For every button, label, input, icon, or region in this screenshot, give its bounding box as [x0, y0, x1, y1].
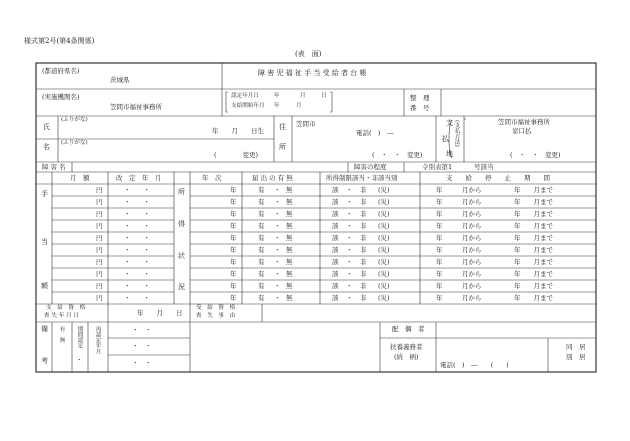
remarks-side-2: 考: [41, 357, 48, 365]
amount-unit: 円: [96, 258, 103, 266]
name-change: ( 変更): [214, 151, 259, 159]
dependent-yes: 有: [258, 246, 265, 254]
stop-to: 年 月まで: [514, 186, 553, 194]
dependent-yes: 有: [258, 234, 265, 242]
amount-unit: 円: [96, 198, 103, 206]
income-not-applicable: 非: [360, 282, 367, 290]
income-dot: ・: [346, 234, 353, 242]
income-applicable: 該: [332, 258, 339, 266]
supporter-label-1: 扶養義務者: [390, 343, 423, 351]
stop-from: 月から: [462, 294, 482, 302]
income-not-applicable: 非: [360, 234, 367, 242]
year-unit: 年: [230, 186, 237, 194]
income-not-applicable: 非: [360, 258, 367, 266]
loss-left-label-1: 支 給 資 格: [46, 305, 86, 311]
side-char-1: 手: [41, 190, 48, 198]
stop-to: 年 月まで: [514, 270, 553, 278]
dependent-no: 無: [286, 294, 293, 302]
income-dot: ・: [346, 282, 353, 290]
amount-unit: 円: [96, 282, 103, 290]
income-dot: ・: [346, 270, 353, 278]
loss-right-label-2: 喪 失 事 由: [196, 313, 236, 319]
birth-date: 年 月 日生: [212, 127, 264, 135]
stop-year: 年: [436, 282, 443, 290]
status-char-3: 状: [178, 252, 185, 260]
serial-label-1: 整 理: [410, 94, 430, 102]
remarks-col-3: 再認定年月: [94, 326, 101, 354]
dependent-yes: 有: [258, 294, 265, 302]
payment-change: ( ・ ・ 変更): [510, 151, 561, 159]
dependent-yes: 有: [258, 198, 265, 206]
dependent-dot: ・: [274, 294, 281, 302]
stop-to: 年 月まで: [514, 246, 553, 254]
stop-from: 月から: [462, 186, 482, 194]
income-applicable: 該: [332, 198, 339, 206]
stop-from: 月から: [462, 210, 482, 218]
address-value: 笠間市: [296, 120, 316, 128]
year-unit: 年: [230, 270, 237, 278]
income-dot: ・: [346, 198, 353, 206]
amount-unit: 円: [96, 222, 103, 230]
remarks-dot-row-2: ・ ・: [132, 342, 152, 350]
income-dot: ・: [346, 222, 353, 230]
disability-name-label: 障 害 名: [42, 163, 66, 171]
stop-to: 年 月まで: [514, 210, 553, 218]
cohabit-2: 別 居: [566, 353, 586, 361]
status-char-2: 得: [178, 220, 185, 228]
payment-side-1: 支: [446, 119, 453, 127]
dependent-dot: ・: [274, 198, 281, 206]
disability-table-label: 令別表第1: [422, 163, 453, 171]
stop-from: 月から: [462, 270, 482, 278]
stop-year: 年: [436, 210, 443, 218]
stop-year: 年: [436, 198, 443, 206]
cert-day: 日: [321, 93, 327, 99]
col-amount: 月 額: [70, 174, 90, 182]
income-applicable: 該: [332, 234, 339, 242]
stop-from: 月から: [462, 198, 482, 206]
stop-from: 月から: [462, 234, 482, 242]
dependent-no: 無: [286, 282, 293, 290]
year-unit: 年: [230, 234, 237, 242]
income-applicable: 該: [332, 282, 339, 290]
dependent-dot: ・: [274, 222, 281, 230]
side-char-2: 当: [41, 238, 48, 246]
revision-dots: ・ ・: [124, 210, 150, 218]
revision-dots: ・ ・: [124, 258, 150, 266]
income-applicable: 該: [332, 294, 339, 302]
address-label-1: 住: [279, 123, 286, 131]
year-unit: 年: [230, 258, 237, 266]
dependent-dot: ・: [274, 258, 281, 266]
income-disaster: (災): [378, 186, 390, 194]
income-not-applicable: 非: [360, 186, 367, 194]
year-unit: 年: [230, 294, 237, 302]
revision-dots: ・ ・: [124, 246, 150, 254]
stop-from: 月から: [462, 282, 482, 290]
income-not-applicable: 非: [360, 294, 367, 302]
dependent-no: 無: [286, 270, 293, 278]
dependent-yes: 有: [258, 270, 265, 278]
address-label-2: 所: [279, 143, 286, 151]
address-phone: 電話( ) ―: [356, 129, 394, 137]
income-applicable: 該: [332, 222, 339, 230]
revision-dots: ・ ・: [124, 186, 150, 194]
dependent-no: 無: [286, 198, 293, 206]
dependent-yes: 有: [258, 282, 265, 290]
remarks-dot-row-1: ・ ・: [132, 326, 152, 334]
amount-unit: 円: [96, 270, 103, 278]
amount-unit: 円: [96, 234, 103, 242]
furigana-2: (ふりがな): [61, 140, 88, 146]
remarks-side-1: 備: [41, 325, 48, 333]
dependent-yes: 有: [258, 186, 265, 194]
remarks-col1-dot: ・: [76, 356, 83, 364]
start-year: 年: [274, 103, 280, 109]
income-not-applicable: 非: [360, 246, 367, 254]
payment-side-3: 地: [446, 150, 453, 158]
col-stop-period: 支 給 停 止 期 間: [446, 174, 550, 182]
cert-date-label: 認定年月日: [231, 93, 259, 99]
income-applicable: 該: [332, 270, 339, 278]
stop-year: 年: [436, 246, 443, 254]
supporter-phone: 電話( ) ― ( ): [440, 361, 509, 369]
payment-place-1: 笠間市福祉事務所: [498, 118, 550, 126]
status-char-4: 況: [178, 283, 185, 291]
stop-to: 年 月まで: [514, 198, 553, 206]
agency-label: (実施機関名): [42, 93, 80, 101]
spouse-label: 配 偶 者: [392, 325, 425, 333]
income-disaster: (災): [378, 246, 390, 254]
dependent-no: 無: [286, 258, 293, 266]
col-income: 所得制限該当・非該当別: [326, 174, 398, 182]
loss-date: 年 月 日: [137, 309, 183, 317]
stop-from: 月から: [462, 258, 482, 266]
stop-to: 年 月まで: [514, 282, 553, 290]
address-change: ( ・ ・ 変更): [372, 151, 423, 159]
prefecture-value: 茨城県: [110, 76, 130, 84]
disability-degree-label: 障害の程度: [354, 163, 387, 171]
income-not-applicable: 非: [360, 270, 367, 278]
dependent-dot: ・: [274, 282, 281, 290]
stop-year: 年: [436, 186, 443, 194]
income-dot: ・: [346, 258, 353, 266]
name-label-2: 名: [43, 143, 50, 151]
dependent-no: 無: [286, 210, 293, 218]
stop-to: 年 月まで: [514, 258, 553, 266]
income-dot: ・: [346, 210, 353, 218]
stop-year: 年: [436, 294, 443, 302]
stop-year: 年: [436, 258, 443, 266]
income-disaster: (災): [378, 198, 390, 206]
col-year: 年 次: [202, 174, 222, 182]
dependent-dot: ・: [274, 186, 281, 194]
dependent-dot: ・: [274, 270, 281, 278]
cert-month: 月: [300, 93, 306, 99]
form-number: 様式第2号(第4条関係): [24, 37, 95, 45]
payment-method-label: (支払方法): [453, 120, 460, 147]
furigana-1: (ふりがな): [61, 117, 88, 123]
remarks-dot-row-3: ・ ・: [132, 359, 152, 367]
dependent-no: 無: [286, 222, 293, 230]
income-not-applicable: 非: [360, 210, 367, 218]
income-not-applicable: 非: [360, 222, 367, 230]
income-dot: ・: [346, 246, 353, 254]
prefecture-label: (都道府県名): [42, 67, 80, 75]
col-revision: 改 定 年 月: [116, 174, 162, 182]
payment-place-2: 窓口払: [512, 127, 532, 135]
income-disaster: (災): [378, 270, 390, 278]
start-month: 月: [296, 103, 302, 109]
income-dot: ・: [346, 294, 353, 302]
remarks-col-1: 有 無: [58, 326, 65, 343]
dependent-yes: 有: [258, 258, 265, 266]
payment-side-2: 払: [442, 135, 449, 143]
dependent-dot: ・: [274, 246, 281, 254]
income-applicable: 該: [332, 246, 339, 254]
income-disaster: (災): [378, 234, 390, 242]
revision-dots: ・ ・: [124, 294, 150, 302]
dependent-no: 無: [286, 234, 293, 242]
agency-value: 笠間市福祉事務所: [110, 103, 162, 111]
revision-dots: ・ ・: [124, 222, 150, 230]
income-disaster: (災): [378, 294, 390, 302]
stop-year: 年: [436, 270, 443, 278]
remarks-col-2: 期間認定: [76, 326, 83, 349]
year-unit: 年: [230, 210, 237, 218]
year-unit: 年: [230, 246, 237, 254]
stop-year: 年: [436, 234, 443, 242]
payment-start-label: 支給開始年月: [231, 103, 265, 109]
disability-item-label: 号該当: [474, 163, 494, 171]
stop-to: 年 月まで: [514, 294, 553, 302]
amount-unit: 円: [96, 294, 103, 302]
col-dependent: 届 出 の 有 無: [252, 174, 293, 182]
stop-from: 月から: [462, 222, 482, 230]
dependent-no: 無: [286, 186, 293, 194]
supporter-label-2: (続 柄): [394, 353, 419, 361]
dependent-dot: ・: [274, 210, 281, 218]
name-label-1: 氏: [43, 123, 50, 131]
amount-unit: 円: [96, 246, 103, 254]
serial-label-2: 番 号: [410, 104, 430, 112]
loss-right-label-1: 受 給 資 格: [196, 305, 236, 311]
amount-unit: 円: [96, 186, 103, 194]
side-char-3: 額: [41, 282, 48, 290]
stop-to: 年 月まで: [514, 222, 553, 230]
stop-to: 年 月まで: [514, 234, 553, 242]
revision-dots: ・ ・: [124, 234, 150, 242]
income-dot: ・: [346, 186, 353, 194]
income-disaster: (災): [378, 210, 390, 218]
stop-year: 年: [436, 222, 443, 230]
income-disaster: (災): [378, 258, 390, 266]
dependent-no: 無: [286, 246, 293, 254]
year-unit: 年: [230, 198, 237, 206]
year-unit: 年: [230, 282, 237, 290]
income-applicable: 該: [332, 210, 339, 218]
dependent-dot: ・: [274, 234, 281, 242]
year-unit: 年: [230, 222, 237, 230]
income-applicable: 該: [332, 186, 339, 194]
cert-year: 年: [274, 93, 280, 99]
revision-dots: ・ ・: [124, 198, 150, 206]
status-char-1: 所: [178, 188, 185, 196]
stop-from: 月から: [462, 246, 482, 254]
dependent-yes: 有: [258, 222, 265, 230]
dependent-yes: 有: [258, 210, 265, 218]
income-disaster: (災): [378, 222, 390, 230]
revision-dots: ・ ・: [124, 270, 150, 278]
income-not-applicable: 非: [360, 198, 367, 206]
ledger-title: 障 害 児 福 祉 手 当 受 給 者 台 帳: [258, 69, 367, 77]
revision-dots: ・ ・: [124, 282, 150, 290]
side-label: (表 面): [295, 50, 322, 58]
amount-unit: 円: [96, 210, 103, 218]
loss-left-label-2: 喪 失 年 月 日: [44, 313, 80, 319]
cohabit-1: 同 居: [566, 343, 586, 351]
income-disaster: (災): [378, 282, 390, 290]
